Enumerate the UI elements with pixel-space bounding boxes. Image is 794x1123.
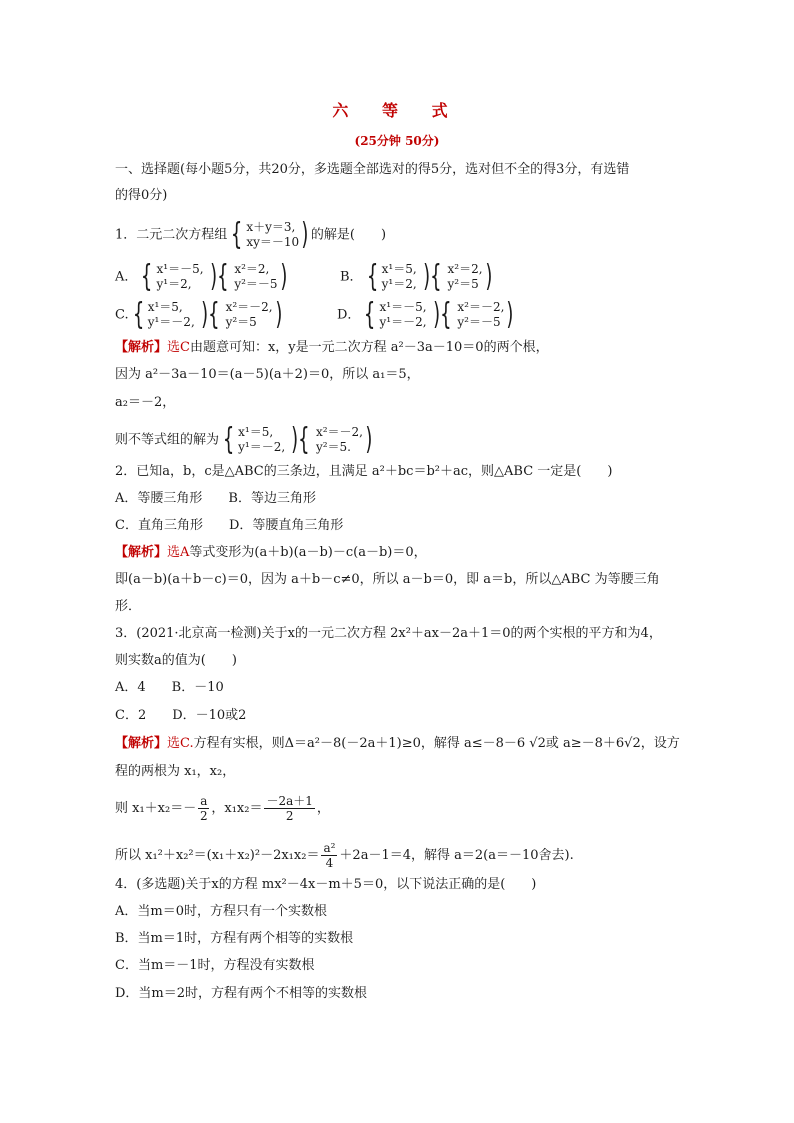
sys-row: x¹＝－5,: [379, 300, 427, 314]
q3-stem-line1: 3．(2021·北京高一检测)关于x的一元二次方程 2x²＋ax－2a＋1＝0的两个实根的平方和为4，: [115, 626, 662, 641]
sys-row: x¹＝5,: [147, 300, 183, 314]
q1-option-b: B． { x¹＝5, y¹＝2, ){ x²＝2, y²＝5 ): [340, 259, 492, 294]
solution-text: 则 x₁＋x₂＝－: [115, 801, 197, 816]
sys-row: x²＝－2,: [457, 300, 505, 314]
solution-text: ，: [316, 801, 330, 816]
solution-tag: 【解析】: [115, 736, 168, 751]
solution-text: 由题意可知：x，y是一元二次方程 a²－3a－10＝0的两个根，: [189, 340, 549, 355]
q1-solution-line1: [115, 338, 549, 358]
option-label: C.: [115, 307, 129, 323]
sys-row: y¹＝－2,: [147, 315, 195, 329]
denominator: 2: [199, 809, 208, 823]
time-score-subtitle: (25分钟 50分): [354, 134, 440, 148]
q3-options-ab: A．4 B．－10: [115, 680, 224, 695]
solution-choice: 选C.: [167, 736, 194, 751]
q3-solution-line4: [115, 841, 574, 870]
section-heading: 一、选择题(每小题5分，共20分，多选题全部选对的得5分，选对但不全的得3分，有选错: [115, 162, 630, 177]
solution-text: 则不等式组的解为: [115, 432, 220, 448]
q2-options-cd: C．直角三角形 D．等腰直角三角形: [115, 518, 344, 533]
q3-stem-line2: 则实数a的值为( ): [115, 653, 237, 668]
page-title: 六 等 式: [332, 101, 462, 120]
solution-text: ＋2a－1＝4，解得 a＝2(a＝－10舍去).: [339, 848, 574, 863]
q2-solution-line1: [115, 543, 427, 563]
solution-choice: 选C: [167, 340, 190, 355]
sys-row: y²＝5: [447, 277, 479, 291]
sys-row: x¹＝－5,: [156, 262, 204, 276]
q1-solution-line2: 因为 a²－3a－10＝(a－5)(a＋2)＝0，所以 a₁＝5，: [115, 367, 420, 382]
denominator: 2: [285, 809, 294, 823]
sys-row: y¹＝－2,: [379, 315, 427, 329]
solution-text: 方程有实根，则Δ＝a²－8(－2a＋1)≥0，解得 a≤－8－6 √2或 a≥－8＋6√2，设方: [193, 736, 680, 751]
sys-row: y²＝－5: [457, 315, 501, 329]
sys-row: y¹＝2,: [381, 277, 417, 291]
option-label: A．: [115, 269, 138, 285]
numerator: －2a＋1: [266, 794, 313, 808]
q2-options-ab: A．等腰三角形 B．等边三角形: [115, 491, 316, 506]
sys-row: x¹＝5,: [381, 262, 417, 276]
fraction-a-over-2: [198, 794, 209, 823]
q4-option-d: D．当m＝2时，方程有两个不相等的实数根: [115, 986, 368, 1001]
q3-solution-line3: [115, 794, 330, 823]
q1-system: { x＋y＝3, xy＝－10 ): [231, 217, 309, 252]
sys-row: y²＝－5: [234, 277, 278, 291]
numerator: a²: [323, 841, 336, 855]
sys-row: y²＝5: [225, 315, 257, 329]
section-heading-cont: 的得0分): [115, 188, 168, 203]
sys-row: xy＝－10: [246, 235, 300, 249]
q1-solution-line3: a₂＝－2，: [115, 395, 176, 410]
solution-text: 等式变形为(a＋b)(a－b)－c(a－b)＝0，: [189, 545, 427, 560]
sys-row: x＋y＝3,: [246, 220, 296, 234]
fraction-a2-over-4: [321, 841, 337, 870]
q4-option-c: C．当m＝－1时，方程没有实数根: [115, 958, 315, 973]
option-label: D．: [337, 307, 361, 323]
q1-option-d: D． { x¹＝－5, y¹＝－2, ){ x²＝－2, y²＝－5 ): [337, 297, 514, 332]
sys-row: y¹＝2,: [156, 277, 192, 291]
sys-row: x²＝－2,: [315, 425, 363, 439]
solution-tag: 【解析】: [115, 340, 168, 355]
sys-row: x²＝－2,: [225, 300, 273, 314]
q1-stem-post: 的解是( ): [310, 227, 387, 243]
denominator: 4: [325, 856, 334, 870]
numerator: a: [200, 794, 208, 808]
q2-stem: 2．已知a，b，c是△ABC的三条边，且满足 a²＋bc＝b²＋ac，则△ABC 一定是( ): [115, 464, 613, 479]
sys-row: y²＝5.: [315, 440, 351, 454]
solution-choice: 选A: [167, 545, 190, 560]
sys-row: x²＝2,: [447, 262, 483, 276]
sys-row: y¹＝－2,: [238, 440, 286, 454]
q1-solution-line4: 则不等式组的解为 { x¹＝5, y¹＝－2, ){ x²＝－2, y²＝5. ): [115, 422, 373, 457]
sys-row: x²＝2,: [234, 262, 270, 276]
solution-text: 所以 x₁²＋x₂²＝(x₁＋x₂)²－2x₁x₂＝: [115, 848, 320, 863]
q2-solution-line2: 即(a－b)(a＋b－c)＝0，因为 a＋b－c≠0，所以 a－b＝0，即 a＝b，所以△ABC 为等腰三角: [115, 572, 660, 587]
q1-option-c: C. { x¹＝5, y¹＝－2, ){ x²＝－2, y²＝5 ): [115, 297, 282, 332]
option-label: B．: [340, 269, 363, 285]
q1-stem: [115, 217, 387, 252]
sys-row: x¹＝5,: [238, 425, 274, 439]
q1-stem-pre: 1．二元二次方程组: [115, 227, 228, 243]
q3-solution-line2: 程的两根为 x₁，x₂，: [115, 764, 236, 779]
q3-options-cd: C．2 D．－10或2: [115, 708, 247, 723]
q2-solution-line3: 形．: [115, 599, 142, 614]
q4-option-b: B．当m＝1时，方程有两个相等的实数根: [115, 931, 354, 946]
q3-solution-line1: [115, 734, 680, 754]
q4-stem: 4．(多选题)关于x的方程 mx²－4x－m＋5＝0，以下说法正确的是( ): [115, 877, 537, 892]
q4-option-a: A．当m＝0时，方程只有一个实数根: [115, 904, 327, 919]
fraction-product: [264, 794, 314, 823]
q1-option-a: A． { x¹＝－5, y¹＝2, ){ x²＝2, y²＝－5 ): [115, 259, 287, 294]
solution-text: ，x₁x₂＝: [211, 801, 263, 816]
solution-tag: 【解析】: [115, 545, 168, 560]
